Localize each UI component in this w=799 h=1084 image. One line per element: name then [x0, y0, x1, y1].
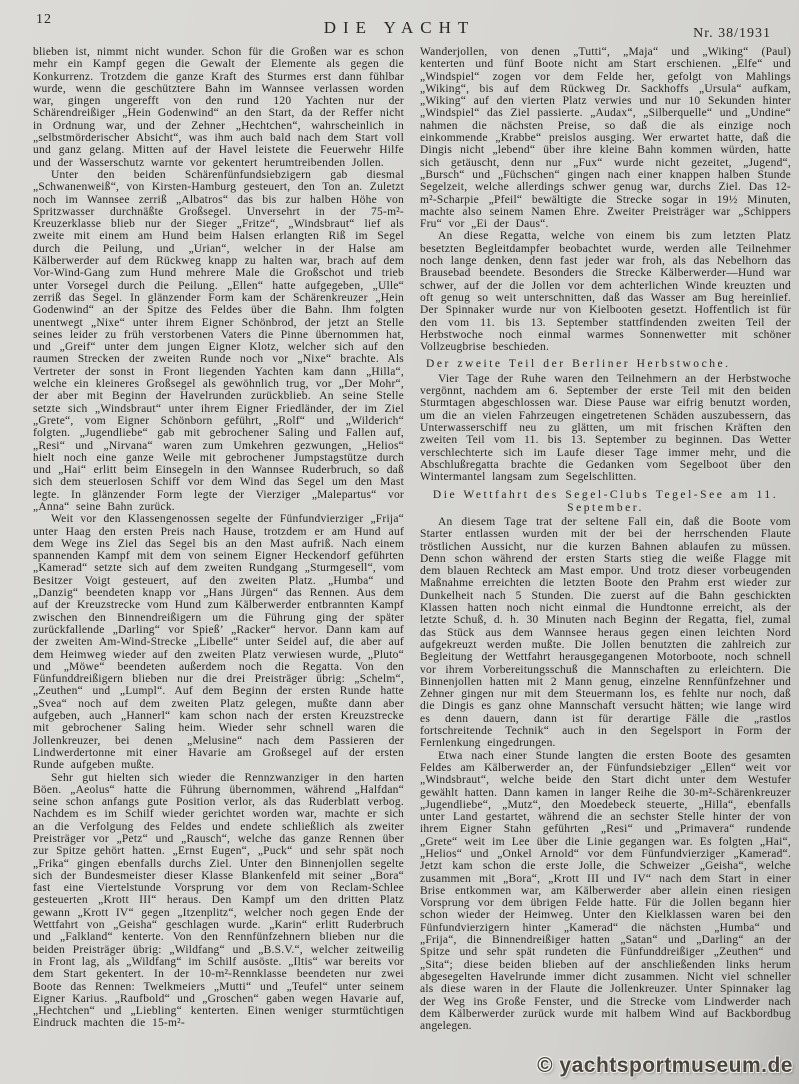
right-column — [420, 46, 791, 1032]
paragraph: Weit vor den Klassengenossen segelte der Fünfundvierziger „Frija“ unter Haag den ersten Preis nach Hause, trotzdem er am Hund auf dem Wege ins Ziel das Segel bis an den Mast aufriß. Nach einem spannenden Kampf mit dem von seinem Eigner Heckendorf geführten „Kamerad“ setzte sich auf dem zweiten Rundgang „Sturmgesell“, vom Besitzer Voigt gesteuert, auf den zweiten Platz. „Humba“ und „Danzig“ beendeten knapp vor „Hans Jürgen“ das Rennen. Aus dem auf der Kreuzstrecke vom Hund zum Kälberwerder entbrannten Kampf zwischen den Binnendreißigern um die Führung ging der später zurückfallende „Darling“ vor Spieß’ „Racker“ hervor. Dann kam auf der zweiten Am-Wind-Strecke „Libelle“ unter Seidel auf, die aber auf dem Heimweg wieder auf den zweiten Platz verwiesen wurde, „Pluto“ und „Möwe“ beendeten außerdem noch die Regatta. Von den Fünfunddreißigern blieben nur die drei Preisträger übrig: „Schelm“, „Zeuthen“ und „Lumpl“. Auf dem Beginn der ersten Runde hatte „Svea“ noch auf dem zweiten Platz gelegen, mußte dann aber aufgeben, auch „Hannerl“ kam schon nach der ersten Kreuzstrecke mit gebrochener Saling heim. Wieder sehr schnell waren die Jollenkreuzer, bei denen „Melusine“ nach dem Passieren der Lindwerdertonne mit einer Havarie am Großsegel auf der ersten Runde aufgeben mußte. — [33, 513, 404, 772]
section-heading-tegel-see: Die Wettfahrt des Segel-Clubs Tegel-See am 11. September. — [432, 489, 779, 514]
paragraph: An diese Regatta, welche von einem bis zum letzten Platz besetzten Begleitdampfer beobachtet wurde, werden alle Teilnehmer noch lange denken, denn fast jeder war froh, als das Nebelhorn das Brausebad beendete. Besonders die Strecke Kälberwerder—Hund war schwer, auf der die Jollen vor dem achterlichen Winde kreuzten und oft genug so weit unterschnitten, daß das Wasser am Bug hereinlief. Der Spinnaker wurde nur von Kielbooten gesetzt. Hoffentlich ist für den vom 11. bis 13. September stattfindenden zweiten Teil der Herbstwoche noch einmal warmes Sonnenwetter mit schöner Vollzeugbrise beschieden. — [420, 230, 791, 354]
paragraph: blieben ist, nimmt nicht wunder. Schon für die Großen war es schon mehr ein Kampf gegen die Gewalt der Elemente als gegen die Konkurrenz. Trotzdem die ganze Kraft des Sturmes erst dann fühlbar wurde, wenn die geschütztere Bahn im Wannsee verlassen worden war, gingen ungerefft von den rund 120 Yachten nur der Schärendreißiger „Hein Godenwind“ an den Start, da der Reffer nicht in Ordnung war, und der Zehner „Hechtchen“, wahrscheinlich in „selbstmörderischer Absicht“, was ihm auch bald nach dem Start voll und ganz gelang. Mitten auf der Havel leistete die Feuerwehr Hilfe und der Wasserschutz warnte vor gekentert herumtreibenden Jollen. — [33, 46, 404, 169]
issue-number: Nr. 38/1931 — [693, 26, 771, 41]
page-number: 12 — [36, 12, 52, 27]
paragraph: Sehr gut hielten sich wieder die Rennzwanziger in den harten Böen. „Aeolus“ hatte die Führung übernommen, während „Halfdan“ seine schon anfangs gute Position verlor, als das Ruderblatt verbog. Nachdem es im Schilf wieder gerichtet worden war, machte er sich an die Verfolgung des Feldes und endete schließlich als zweiter Preisträger vor „Petz“ und „Rausch“, welche das ganze Rennen über zur Spitze gehört hatten. „Ernst Eugen“, „Puck“ und sehr spät noch „Frika“ gingen ebenfalls durchs Ziel. Unter den Binnenjollen segelte sich der Bundesmeister dieser Klasse Blankenfeld mit seiner „Bora“ fast eine Viertelstunde Vorsprung vor dem von Reclam-Schlee gesteuerten „Krott III“ heraus. Den Kampf um den dritten Platz gewann „Krott IV“ gegen „Itzenplitz“, welcher noch gegen Ende der Wettfahrt von „Geisha“ geschlagen wurde. „Karin“ erlitt Ruderbruch und „Falkland“ kenterte. Von den Rennfünfzehnern blieben nur die beiden Preisträger übrig: „Wildfang“ und „B.S.V.“, welcher zeitweilig in Front lag, als „Wildfang“ im Schilf ausöste. „Iltis“ war bereits vor dem Start gekentert. In der 10-m²-Rennklasse beendeten nur zwei Boote das Rennen: Twelkmeiers „Mutti“ und „Teufel“ unter seinem Eigner Karius. „Raufbold“ und „Groschen“ gaben wegen Havarie auf, „Hechtchen“ und „Liebling“ kenterten. Einen weniger sturmtüchtigen Eindruck machten die 15-m²- — [33, 771, 404, 1030]
paragraph: Wanderjollen, von denen „Tutti“, „Maja“ und „Wiking“ (Paul) kenterten und fünf Boote nicht am Start erschienen. „Elfe“ und „Windspiel“ zogen vor dem Felde her, gefolgt von Mahlings „Wiking“, bis auf dem Rückweg Dr. Sackhoffs „Ursula“ aufkam, „Wiking“ auf den vierten Platz verwies und nur 10 Sekunden hinter „Windspiel“ das Ziel passierte. „Audax“, „Silberquelle“ und „Undine“ nahmen die nächsten Preise, so daß die als einzige noch einkommende „Krabbe“ preislos ausging. Wer erwartet hatte, daß die Dingis nicht „lebend“ über ihre kleine Bahn kommen würden, hatte sich getäuscht, denn nur „Fux“ wurde nicht gezeitet, „Jugend“, „Bursch“ und „Füchschen“ gingen nach einer knappen halben Stunde Segelzeit, welche allerdings schwer genug war, durchs Ziel. Das 12-m²-Scharpie „Pfeil“ bewältigte die Strecke sogar in 19½ Minuten, machte also seinem Namen Ehre. Zweiter Preisträger war „Schippers Fru“ vor „Ei der Daus“. — [420, 46, 791, 231]
paragraph: Vier Tage der Ruhe waren den Teilnehmern an der Herbstwoche vergönnt, nachdem am 6. September der erste Teil mit den beiden Sturmtagen abgeschlossen war. Diese Pause war eifrig benutzt worden, um die an vielen Fahrzeugen eingetretenen Schäden auszubessern, das Unterwasserschiff neu zu glätten, um mit frischen Kräften den zweiten Teil vom 11. bis 13. September zu beginnen. Das Wetter verschlechterte sich im Laufe dieser Tage immer mehr, und die Abschlußregatta brachte die Gedanken vom Segelboot über den Wintermantel langsam zum Segelschlitten. — [420, 372, 791, 484]
watermark: © yachtsportmuseum.de — [537, 1054, 793, 1077]
paragraph: Unter den beiden Schärenfünfundsiebzigern gab diesmal „Schwanenweiß“, von Kirsten-Hamburg gesteuert, den Ton an. Zuletzt noch im Wannsee zerriß „Albatros“ das bis zur halben Höhe von Spritzwasser durchnäßte Großsegel. Unversehrt in der 75-m²-Kreuzerklasse blieb nur der Sieger „Fritze“, „Windsbraut“ lief als zweite mit einem am Hund beim Halsen erlangten Riß im Segel durch die Peilung, und „Urian“, welcher in der Halse am Kälberwerder auf dem Rückweg knapp zu halten war, brach auf dem Vor-Wind-Gang zum Hund mehrere Male die Großschot und trieb unter Vorsegel durch die Peilung. „Ellen“ hatte aufgegeben, „Ulle“ zerriß das Segel. In glänzender Form kam der Schärenkreuzer „Hein Godenwind“ an der Spitze des Feldes über die Bahn. Ihm folgten unentwegt „Nixe“ unter ihrem Eigner Schönbrod, der jetzt an Stelle seines leider zu früh verstorbenen Vaters die Pinne übernommen hat, und „Greif“ unter dem jungen Eigner Klotz, welcher sich auf den raumen Strecken der zweiten Runde noch vor „Nixe“ brachte. Als Vertreter der sonst in Front liegenden Yachten kam dann „Hilla“, welche ein kleineres Großsegel als gewöhnlich trug, vor „Der Mohr“, der aber mit Beginn der Havelrunden zurückblieb. An seine Stelle setzte sich „Windsbraut“ unter ihrem Eigner Friedländer, der im Ziel „Grete“, vom Eigner Schönborn geführt, „Rolf“ und „Wilderich“ folgten. „Jugendliebe“ gab mit gebrochener Saling und Fallen auf, „Resi“ und „Nirvana“ waren zum Umkehren gezwungen, „Helios“ hielt noch eine ganze Weile mit gebrochener Jumpstagstütze durch und „Hai“ erlitt beim Einsegeln in den Wannsee Ruderbruch, so daß sich dem steuerlosen Schiff vor dem Wind das Segel um den Mast legte. In glänzender Form legte der Vierziger „Malepartus“ vor „Anna“ seine Bahn zurück. — [33, 168, 404, 513]
paragraph: Etwa nach einer Stunde langten die ersten Boote des gesamten Feldes am Kälberwerder an, der Fünfundsiebziger „Ellen“ weit vor „Windsbraut“, welche beide den Start dicht unter dem Westufer gewählt hatten. Dann kamen in langer Reihe die 30-m²-Schärenkreuzer „Jugendliebe“, „Mutz“, den Moedebeck steuerte, „Hilla“, ebenfalls unter Land gestartet, während die an sechster Stelle hinter der von ihrem Eigner Stahn geführten „Resi“ und „Primavera“ rundende „Grete“ weit im Lee über die Linie gegangen war. Es folgten „Hai“, „Helios“ und „Onkel Arnold“ vor dem Fünfundvierziger „Kamerad“. Jetzt kam schon die erste Jolle, die Schweizer „Geisha“, welche zusammen mit „Bora“, „Krott III und IV“ nach dem Start in einer Brise entkommen war, am Kälberwerder aber allein einen riesigen Vorsprung vor dem übrigen Felde hatte. Für die Jollen begann hier schon wieder der Heimweg. Unter den Kielklassen waren bei den Fünfundvierzigern hinter „Kamerad“ die nächsten „Humba“ und „Frija“, die Binnendreißiger hatten „Satan“ und „Darling“ an der Spitze und sehr spät rundeten die Fünfunddreißiger „Zeuthen“ und „Sita“; diese beiden blieben auf der anschließenden links herum abgesegelten Havelrunde immer dicht zusammen. Nicht viel schneller als diese waren in der Flaute die Jollenkreuzer. Unter Spinnaker lag der Weg ins Große Fenster, und die Strecke vom Lindwerder nach dem Kälberwerder zurück wurde mit halbem Wind auf Backbordbug angelegen. — [420, 749, 791, 1033]
magazine-title: DIE YACHT — [323, 18, 476, 37]
section-heading-herbstwoche: Der zweite Teil der Berliner Herbstwoche. — [426, 358, 731, 371]
article-body — [33, 46, 791, 1032]
left-column — [33, 46, 404, 1032]
paragraph: An diesem Tage trat der seltene Fall ein, daß die Boote vom Starter entlassen wurden mit der bei der herrschenden Flaute tröstlichen Aussicht, nur die kurzen Bahnen ablaufen zu müssen. Denn schon während der ersten Starts stieg die weiße Flagge mit dem blauen Rechteck am Mast empor. Und trotz dieser vorbeugenden Maßnahme erreichten die letzten Boote den Prahm erst wieder zur Dunkelheit nach 5 Stunden. Die zuerst auf die Bahn geschickten Klassen hatten noch nicht einmal die Hundtonne erreicht, als der letzte Schuß, d. h. 30 Minuten nach Beginn der Regatta, fiel, zumal das Stück aus dem Wannsee heraus gegen einen leichten Nord aufgekreuzt werden mußte. Die Jollen benutzten die zahlreich zur Begleitung der Wettfahrt herausgegangenen Motorboote, noch schnell vor ihrem Vorbereitungsschuß die Mannschaften zu erleichtern. Die Binnenjollen hatten mit 2 Mann genug, einzelne Rennfünfzehner und Zehner gingen nur mit dem Steuermann los, es fehlte nur noch, daß die Dingis es ganz ohne Mannschaft versucht hätten; wie lange wird es denn dauern, dann ist für derartige Fälle die „rastlos fortschreitende Technik“ auch in den Segelsport in Form der Fernlenkung eingedrungen. — [420, 515, 791, 750]
